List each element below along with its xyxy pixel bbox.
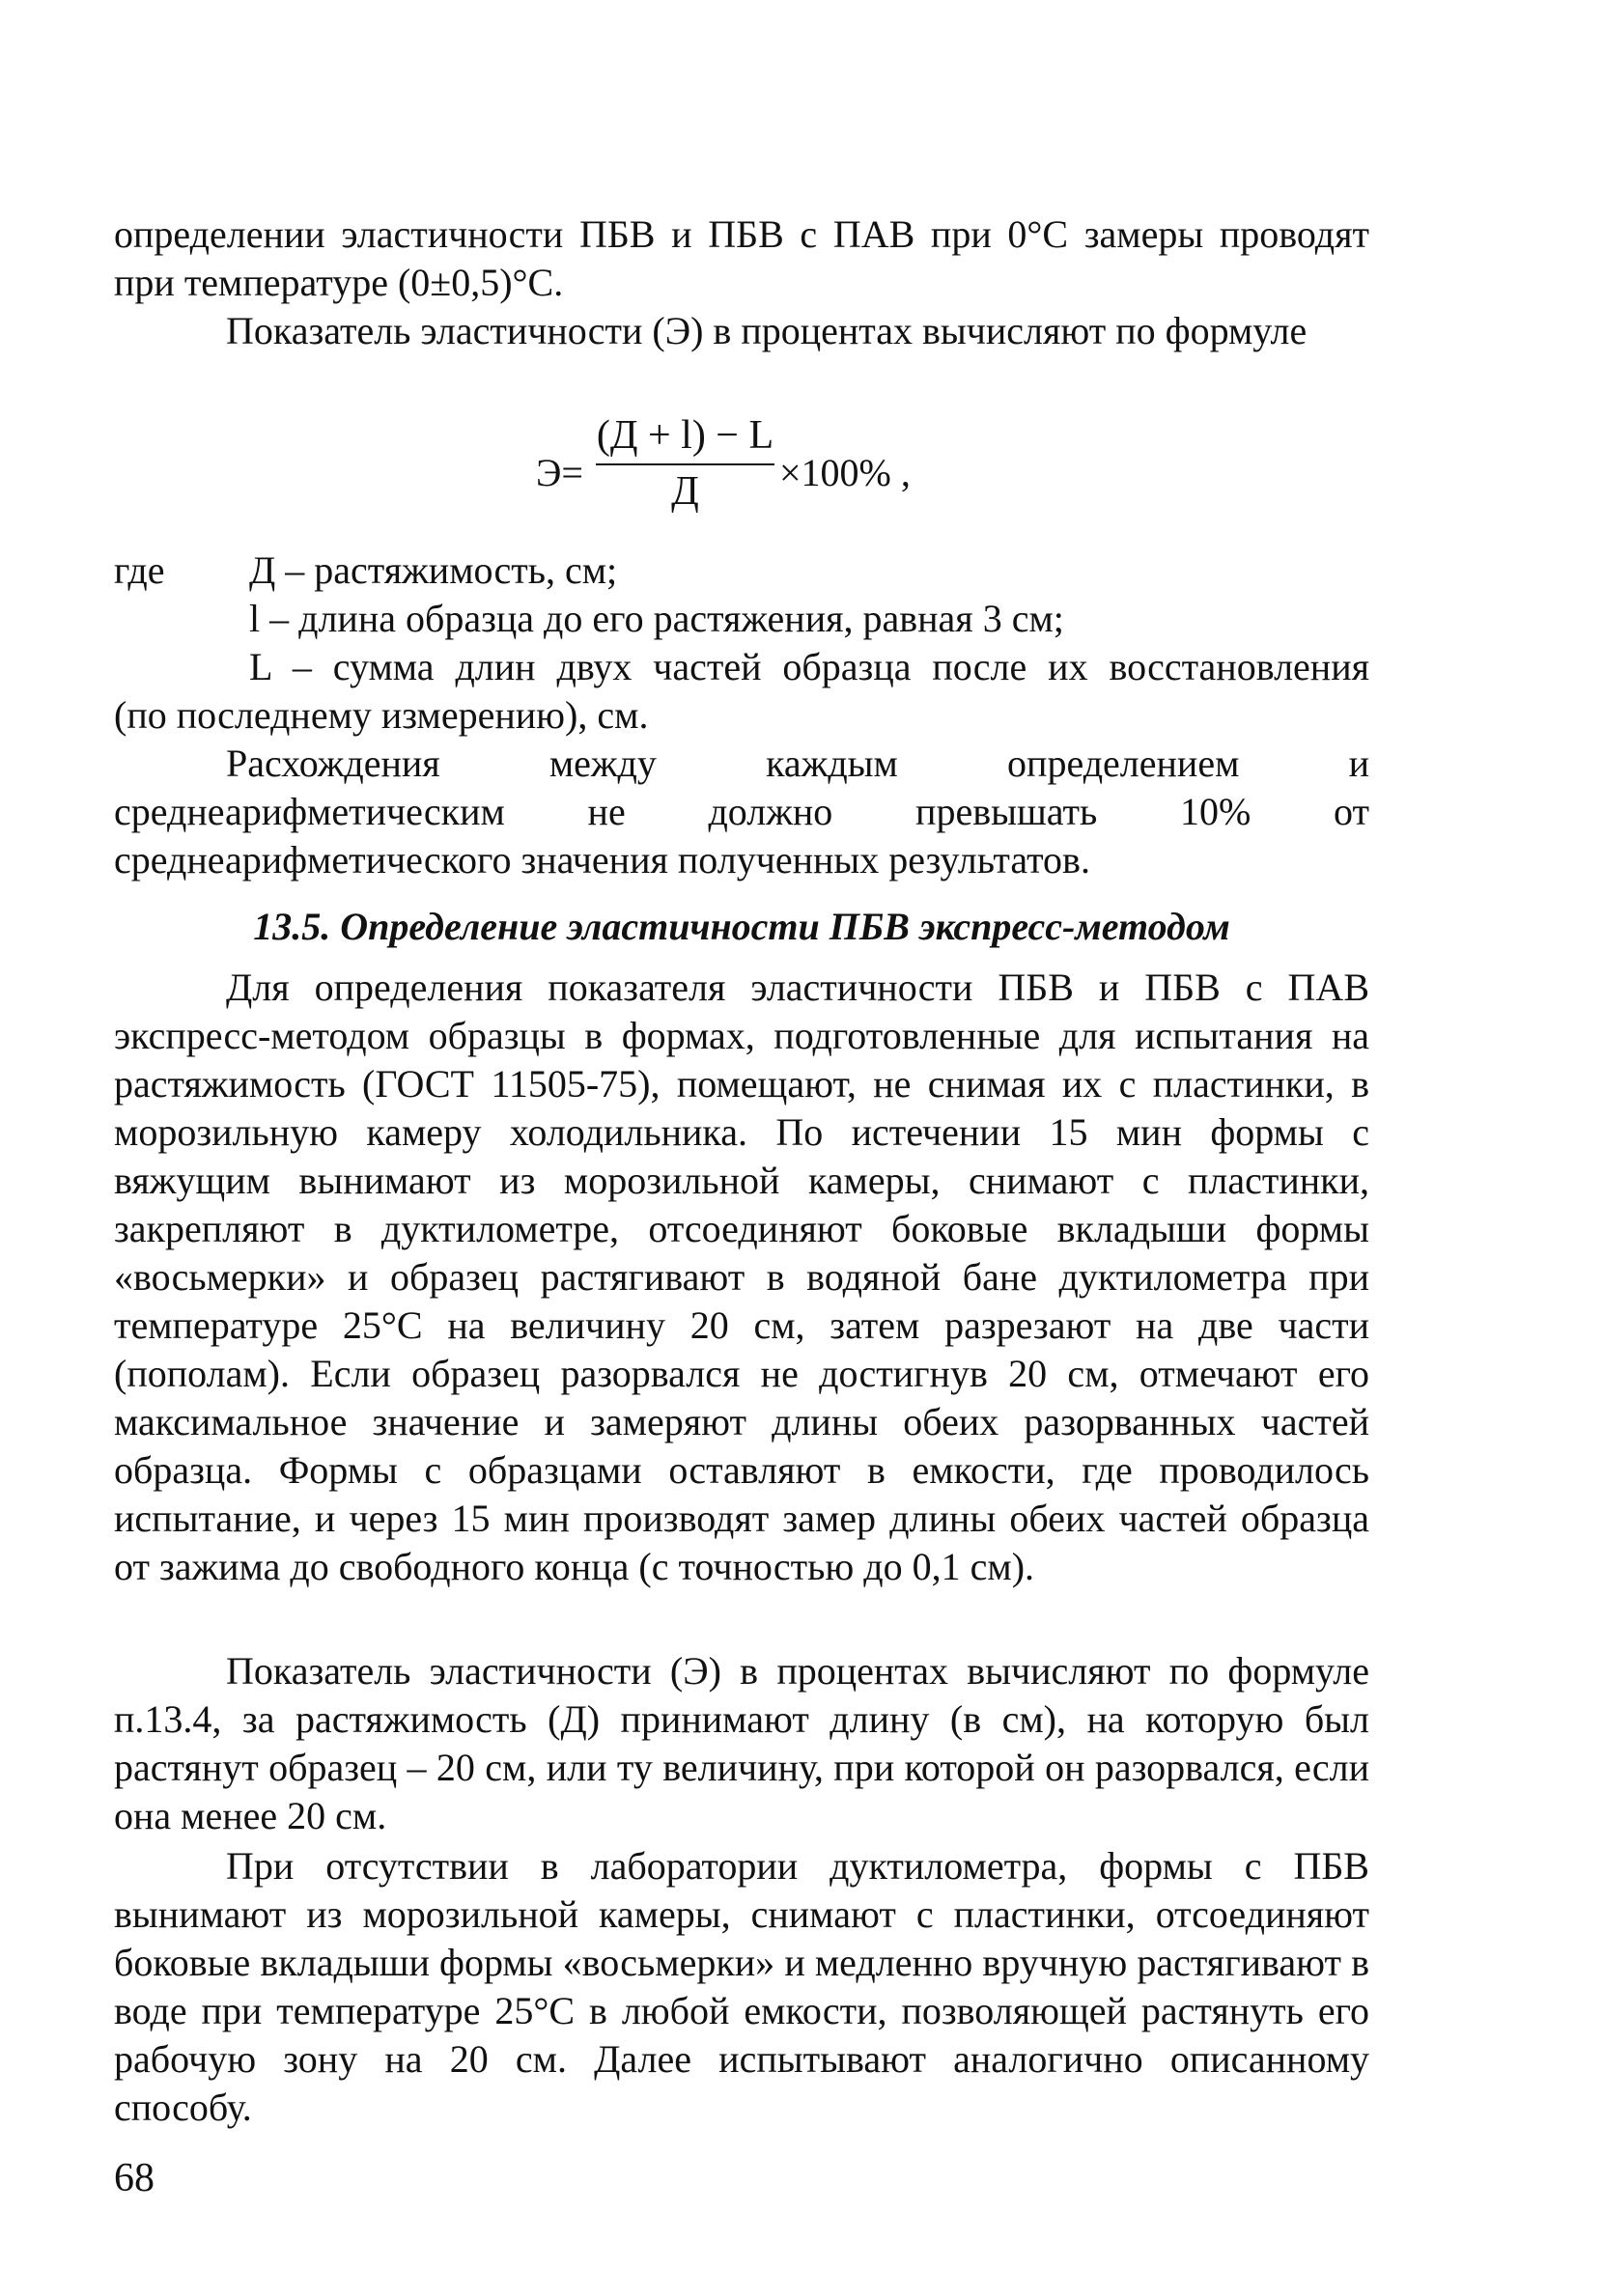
fraction-bar (596, 463, 774, 465)
definition-d: Д – растяжимость, см; (249, 548, 618, 592)
calculation-paragraph (114, 1647, 1369, 1840)
definition-L-line1: L – сумма длин двух частей образца после их восстановления (249, 645, 1369, 688)
formula-fraction (596, 415, 774, 516)
deviation-text: Расхождения между каждым определением и среднеарифметическим не должно превышать 10% от среднеарифметического значения полученных результатов. (114, 742, 1369, 882)
calculation-text: Показатель эластичности (Э) в процентах вычисляют по формуле п.13.4, за растяжимость (Д) принимают длину (в см), на которую был растянут образец – 20 см, или ту величину, при которой он разорвался, если она менее 20 см. (114, 1649, 1369, 1837)
formula-intro-text: Показатель эластичности (Э) в процентах вычисляют по формуле (226, 309, 1308, 352)
definition-l: l – длина образца до его растяжения, равная 3 см; (249, 597, 1064, 640)
formula-lhs: Э= (536, 451, 583, 494)
formula-intro-paragraph (114, 307, 1369, 355)
formula-rhs: ×100% , (779, 451, 911, 494)
formula-numerator: (Д + l) − L (596, 413, 774, 458)
section-heading: 13.5. Определение эластичности ПБВ экспресс-методом (253, 905, 1230, 948)
formula-denominator: Д (671, 469, 699, 514)
intro-line-2: при температуре (0±0,5)°С. (114, 261, 564, 304)
manual-method-text: При отсутствии в лаборатории дуктилометра, формы с ПБВ вынимают из морозильной камеры, снимают с пластинки, отсоединяют боковые вкладыши формы «восьмерки» и медленно вручную растягивают в воде при температуре 25°С в любой емкости, позволяющей растянуть его рабочую зону на 20 см. Далее испытывают аналогично описанному способу. (114, 1844, 1369, 2129)
page-number: 68 (114, 2156, 155, 2200)
intro-paragraph (114, 210, 1369, 307)
manual-method-paragraph (114, 1842, 1369, 2132)
intro-line-1: определении эластичности ПБВ и ПБВ с ПАВ при 0°С замеры проводят (114, 212, 1369, 256)
express-method-text: Для определения показателя эластичности ПБВ и ПБВ с ПАВ экспресс-методом образцы в формах, подготовленные для испытания на растяжимость (ГОСТ 11505-75), помещают, не снимая их с пластинки, в морозильную камеру холодильника. По истечении 15 мин формы с вяжущим вынимают из морозильной камеры, снимают с пластинки, закрепляют в дуктилометре, отсоединяют боковые вкладыши формы «восьмерки» и образец растягивают в водяной бане дуктилометра при температуре 25°С на величину 20 см, затем разрезают на две части (пополам). Если образец разорвался не достигнув 20 см, отмечают его максимальное значение и замеряют длины обеих разорванных частей образца. Формы с образцами оставляют в емкости, где проводилось испытание, и через 15 мин производят замер длины обеих частей образца от зажима до свободного конца (с точностью до 0,1 см). (114, 966, 1369, 1588)
definition-L-line2: (по последнему измерению), см. (114, 693, 649, 737)
deviation-paragraph (114, 740, 1369, 884)
where-label: где (114, 548, 165, 592)
express-method-paragraph (114, 964, 1369, 1591)
